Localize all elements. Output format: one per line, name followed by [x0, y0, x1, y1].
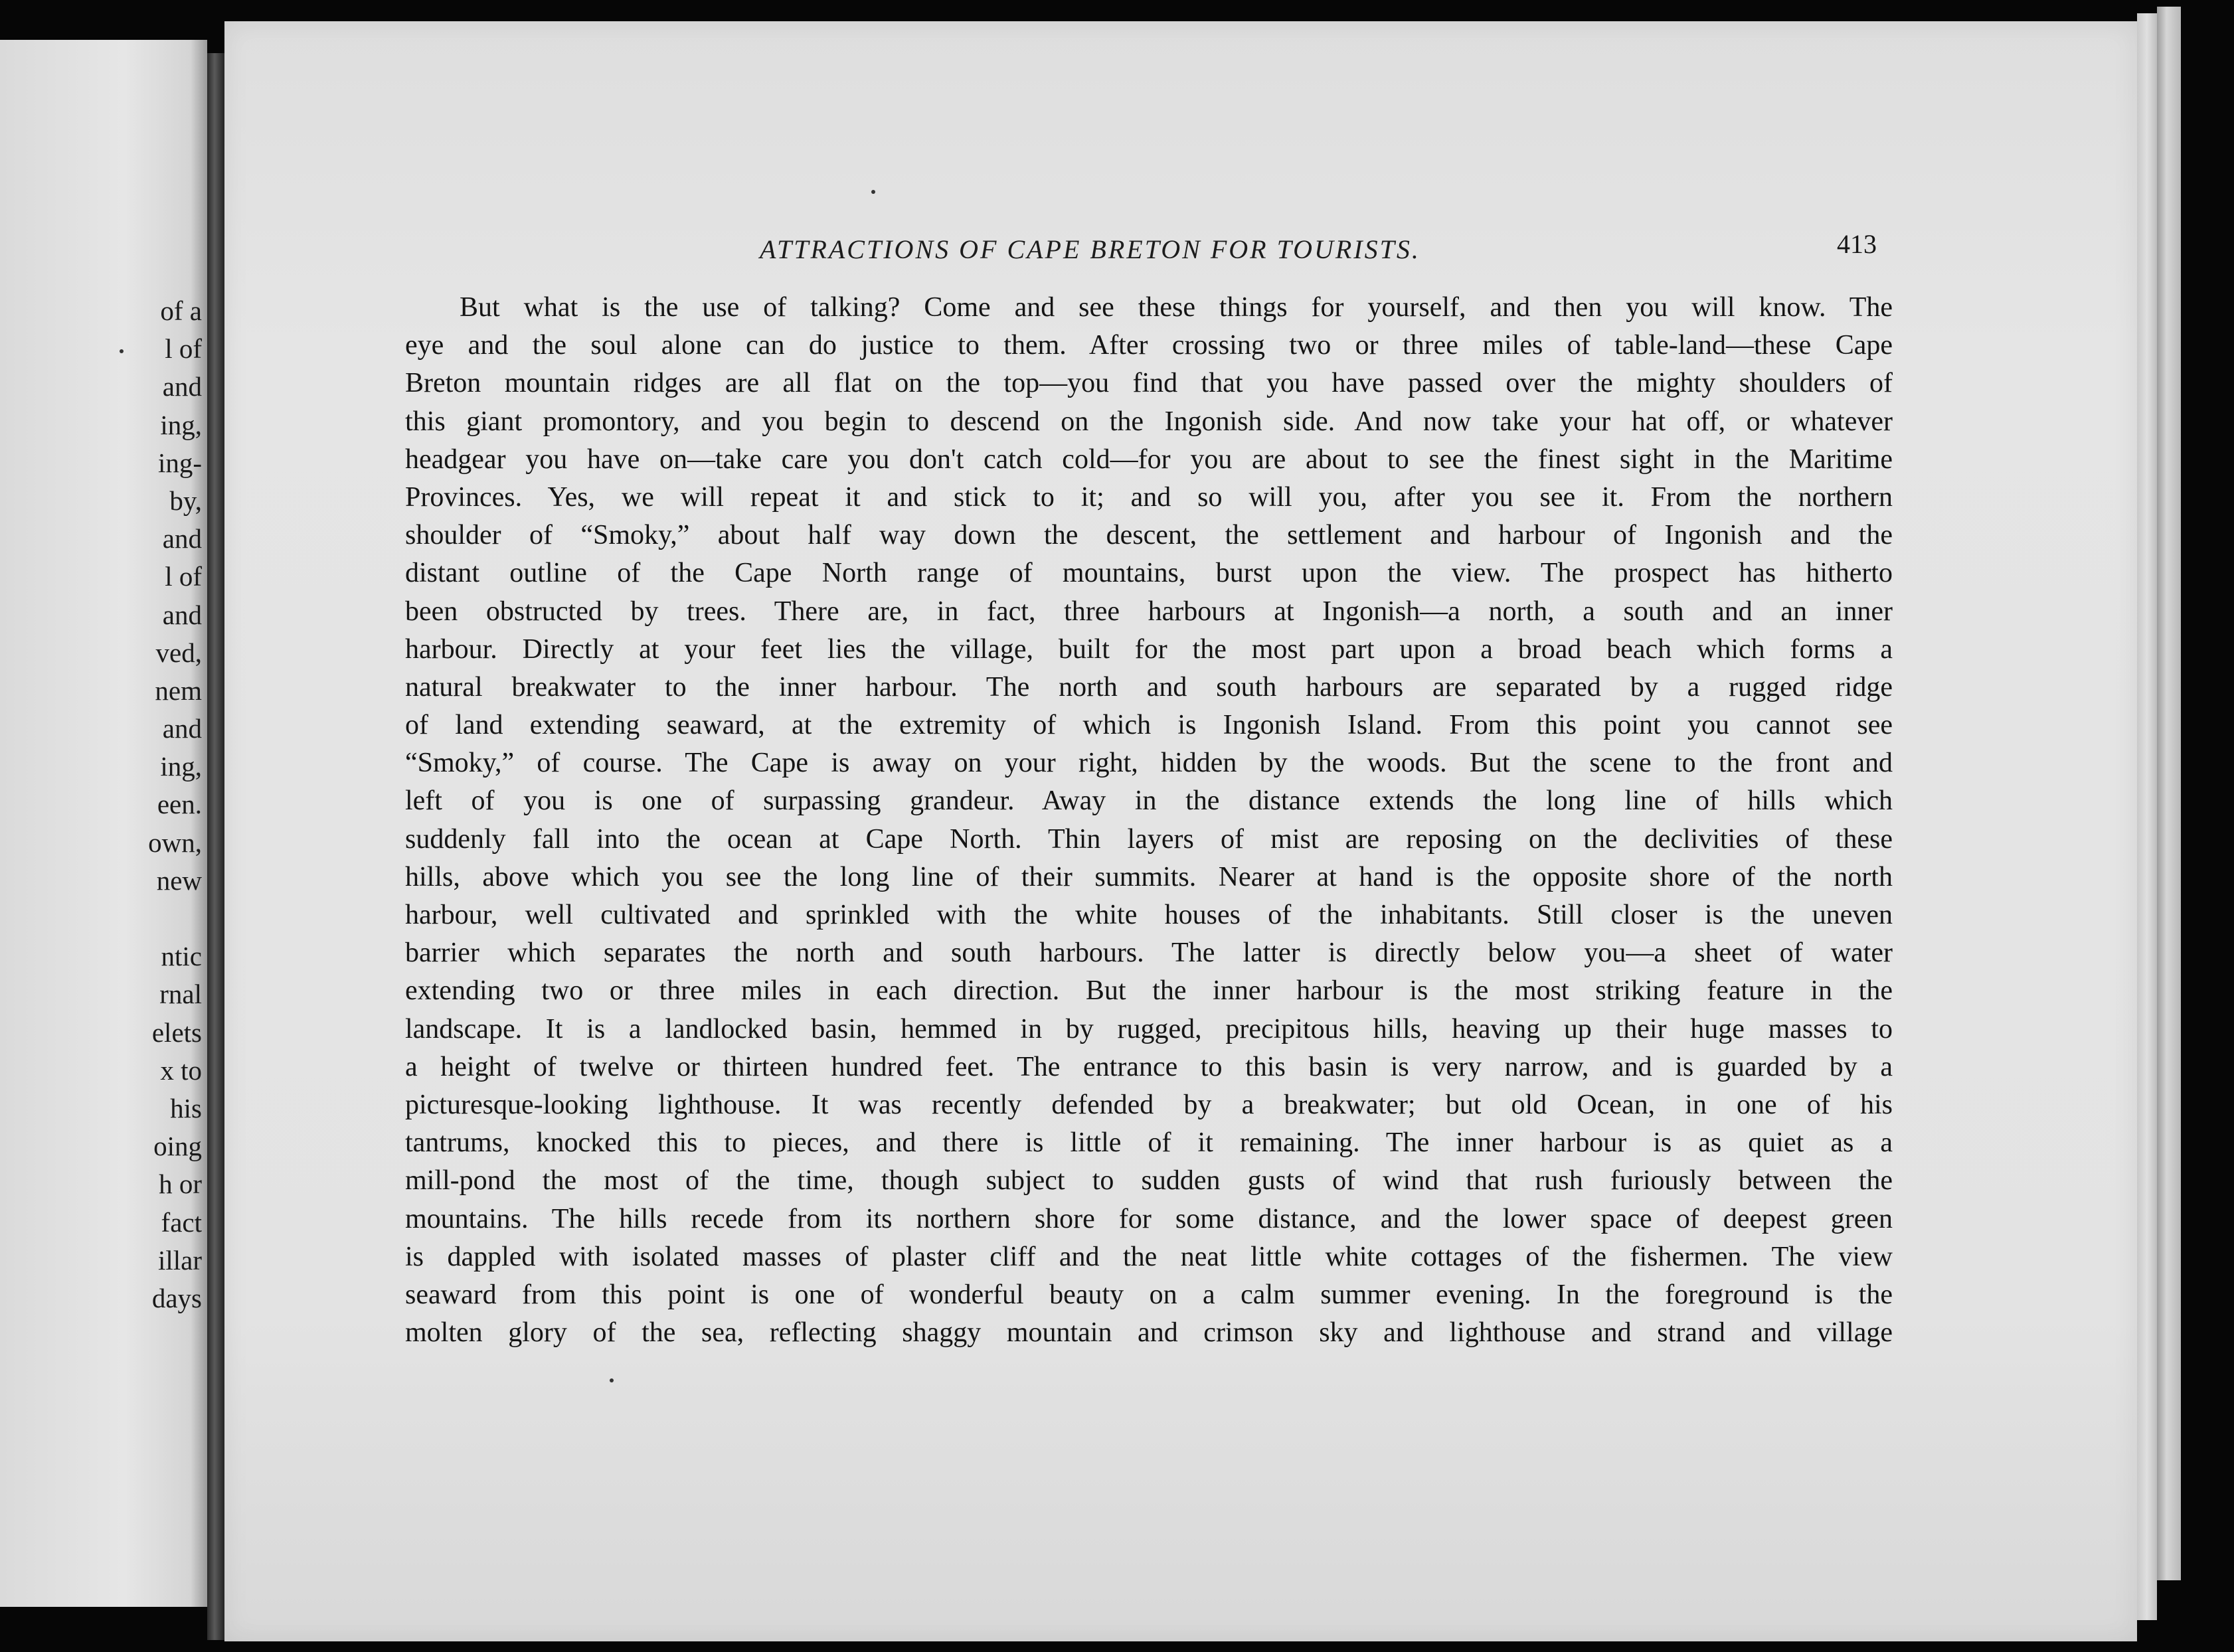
text-line: a height of twelve or thirteen hundred feet. The entrance to this basin is very narrow, and is guarded by a [405, 1051, 1893, 1082]
text-line: picturesque-looking lighthouse. It was recently defended by a breakwater; but old Ocean, in one of his [405, 1089, 1893, 1120]
text-line: extending two or three miles in each direction. But the inner harbour is the most striking feature in the [405, 975, 1893, 1007]
facing-page-fragment: of a [160, 295, 202, 326]
facing-page-fragment: and [162, 523, 202, 554]
facing-page-fragment: ing- [157, 447, 202, 478]
facing-page-fragment: h or [159, 1169, 202, 1200]
text-line: barrier which separates the north and south harbours. The latter is directly below you—a sheet of water [405, 938, 1893, 969]
page-number: 413 [1837, 229, 1877, 259]
print-speck [871, 190, 875, 194]
text-line: seaward from this point is one of wonderful beauty on a calm summer evening. In the foreground is the [405, 1279, 1893, 1310]
running-head: ATTRACTIONS OF CAPE BRETON FOR TOURISTS. [760, 234, 1420, 264]
text-line: of land extending seaward, at the extremity of which is Ingonish Island. From this point you cannot see [405, 710, 1893, 741]
text-line: molten glory of the sea, reflecting shaggy mountain and crimson sky and lighthouse and strand and village [405, 1317, 1893, 1349]
text-line: Breton mountain ridges are all flat on the top—you find that you have passed over the mighty shoulders of [405, 368, 1893, 399]
facing-page-fragment: own, [148, 827, 202, 858]
text-line: suddenly fall into the ocean at Cape North. Thin layers of mist are reposing on the declivities of these [405, 823, 1893, 855]
body-paragraph [405, 289, 1893, 1352]
facing-page-fragment: nem [155, 675, 202, 706]
text-line: tantrums, knocked this to pieces, and there is little of it remaining. The inner harbour is as quiet as a [405, 1127, 1893, 1159]
facing-page-fragment: and [162, 713, 202, 744]
facing-page-fragment: oing [153, 1131, 202, 1162]
book-gutter [207, 53, 226, 1640]
text-line: been obstructed by trees. There are, in fact, three harbours at Ingonish—a north, a south and an inner [405, 596, 1893, 627]
text-line: is dappled with isolated masses of plaster cliff and the neat little white cottages of the fishermen. The view [405, 1241, 1893, 1272]
text-line: left of you is one of surpassing grandeur. Away in the distance extends the long line of hills which [405, 785, 1893, 817]
facing-page-fragment: x to [160, 1054, 202, 1086]
text-line: Provinces. Yes, we will repeat it and stick to it; and so will you, after you see it. From the northern [405, 481, 1893, 513]
facing-page-fragment: rnal [159, 979, 202, 1010]
facing-page-fragment: ing, [160, 409, 202, 440]
facing-page-fragment: and [162, 371, 202, 402]
facing-page-fragment: and [162, 599, 202, 630]
text-line: “Smoky,” of course. The Cape is away on your right, hidden by the woods. But the scene to the front and [405, 748, 1893, 779]
facing-page-fragment: l of [165, 333, 202, 365]
facing-page-fragment: illar [157, 1244, 202, 1276]
text-line: hills, above which you see the long line of their summits. Nearer at hand is the opposite shore of the north [405, 861, 1893, 892]
text-line: natural breakwater to the inner harbour. The north and south harbours are separated by a rugged ridge [405, 671, 1893, 702]
text-line: But what is the use of talking? Come and see these things for yourself, and then you will know. The [460, 292, 1893, 323]
facing-page-fragment: ved, [155, 637, 202, 668]
facing-page-fragment: een. [157, 789, 202, 820]
facing-page-fragment: days [151, 1282, 202, 1313]
text-line: mill-pond the most of the time, though subject to sudden gusts of wind that rush furiously between the [405, 1165, 1893, 1197]
facing-page-fragment: by, [169, 485, 202, 516]
text-line: headgear you have on—take care you don't catch cold—for you are about to see the finest sight in the Maritime [405, 444, 1893, 475]
print-speck [610, 1378, 614, 1382]
facing-page-fragment: ntic [161, 941, 202, 972]
text-line: harbour, well cultivated and sprinkled with the white houses of the inhabitants. Still closer is the uneven [405, 900, 1893, 930]
page-stack-edge [2137, 13, 2157, 1620]
facing-page-fragment: elets [151, 1017, 202, 1048]
text-line: shoulder of “Smoky,” about half way down the descent, the settlement and harbour of Ingonish and the [405, 520, 1893, 551]
facing-page-text-fragments [69, 292, 202, 1317]
text-line: landscape. It is a landlocked basin, hemmed in by rugged, precipitous hills, heaving up their huge masses to [405, 1013, 1893, 1044]
facing-page-fragment: ing, [160, 751, 202, 782]
print-speck [120, 349, 124, 353]
facing-page-left [0, 40, 207, 1607]
page-stack-edge-outer [2157, 7, 2181, 1580]
text-line: eye and the soul alone can do justice to them. After crossing two or three miles of table-land—these Cape [405, 330, 1893, 361]
facing-page-fragment: new [156, 865, 202, 896]
text-line: distant outline of the Cape North range of mountains, burst upon the view. The prospect has hitherto [405, 558, 1893, 589]
facing-page-fragment: his [170, 1092, 202, 1123]
facing-page-fragment: fact [161, 1206, 202, 1238]
facing-page-fragment: l of [165, 561, 202, 592]
text-line: harbour. Directly at your feet lies the village, built for the most part upon a broad beach which forms a [405, 633, 1893, 665]
facing-page-blank-line [69, 900, 202, 938]
text-line: mountains. The hills recede from its northern shore for some distance, and the lower space of deepest green [405, 1203, 1893, 1234]
text-line: this giant promontory, and you begin to descend on the Ingonish side. And now take your hat off, or whatever [405, 406, 1893, 437]
